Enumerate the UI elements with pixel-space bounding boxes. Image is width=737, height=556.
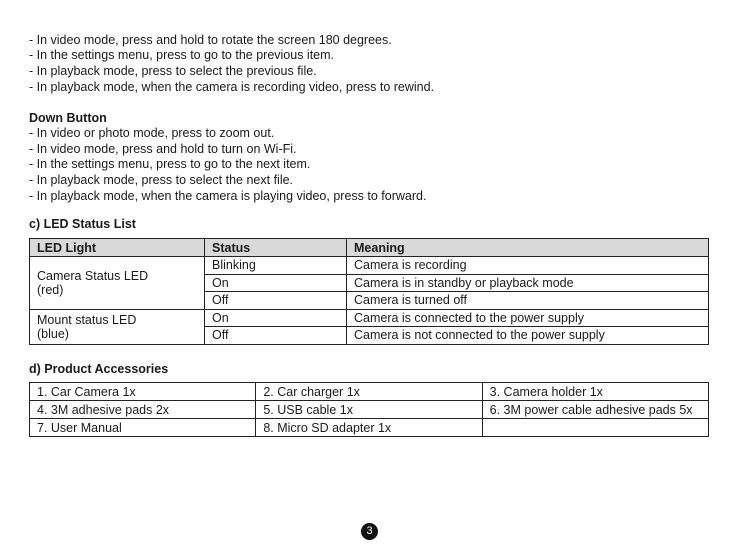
- accessory-cell: 8. Micro SD adapter 1x: [256, 419, 482, 437]
- status-cell: On: [205, 274, 347, 292]
- column-header: Status: [205, 239, 347, 257]
- table-row: [30, 401, 709, 419]
- meaning-cell: Camera is recording: [347, 257, 709, 275]
- text-line: - In video or photo mode, press to zoom out.: [29, 126, 275, 140]
- accessory-cell: 4. 3M adhesive pads 2x: [30, 401, 256, 419]
- meaning-cell: Camera is in standby or playback mode: [347, 274, 709, 292]
- page-number: 3: [361, 523, 378, 540]
- accessory-cell: 5. USB cable 1x: [256, 401, 482, 419]
- status-cell: On: [205, 309, 347, 327]
- section-heading-down-button: Down Button: [29, 111, 107, 125]
- column-header: Meaning: [347, 239, 709, 257]
- status-cell: Blinking: [205, 257, 347, 275]
- text-line: - In playback mode, when the camera is playing video, press to forward.: [29, 189, 427, 203]
- text-line: - In the settings menu, press to go to the previous item.: [29, 48, 335, 62]
- meaning-cell: Camera is connected to the power supply: [347, 309, 709, 327]
- accessory-cell: 7. User Manual: [30, 419, 256, 437]
- meaning-cell: Camera is turned off: [347, 292, 709, 310]
- text-line: - In playback mode, press to select the next file.: [29, 173, 294, 187]
- accessory-cell: 2. Car charger 1x: [256, 383, 482, 401]
- led-light-cell: Mount status LED (blue): [30, 309, 205, 344]
- table-header-row: [30, 239, 709, 257]
- text-line: - In playback mode, press to select the previous file.: [29, 64, 317, 78]
- table-row: [30, 257, 709, 275]
- text-line: - In the settings menu, press to go to the next item.: [29, 157, 311, 171]
- accessory-cell: 1. Car Camera 1x: [30, 383, 256, 401]
- accessory-cell: 3. Camera holder 1x: [482, 383, 708, 401]
- led-status-table: [29, 238, 709, 345]
- led-light-cell: Camera Status LED (red): [30, 257, 205, 310]
- text-line: - In video mode, press and hold to turn on Wi-Fi.: [29, 142, 297, 156]
- table-row: [30, 419, 709, 437]
- status-cell: Off: [205, 292, 347, 310]
- section-heading-led: c) LED Status List: [29, 217, 136, 231]
- text-line: - In video mode, press and hold to rotate the screen 180 degrees.: [29, 33, 392, 47]
- accessories-table: [29, 382, 709, 437]
- meaning-cell: Camera is not connected to the power supply: [347, 327, 709, 345]
- table-row: [30, 383, 709, 401]
- status-cell: Off: [205, 327, 347, 345]
- table-row: [30, 309, 709, 327]
- text-line: - In playback mode, when the camera is recording video, press to rewind.: [29, 80, 435, 94]
- section-heading-accessories: d) Product Accessories: [29, 362, 169, 376]
- accessory-cell: 6. 3M power cable adhesive pads 5x: [482, 401, 708, 419]
- accessory-cell: [482, 419, 708, 437]
- column-header: LED Light: [30, 239, 205, 257]
